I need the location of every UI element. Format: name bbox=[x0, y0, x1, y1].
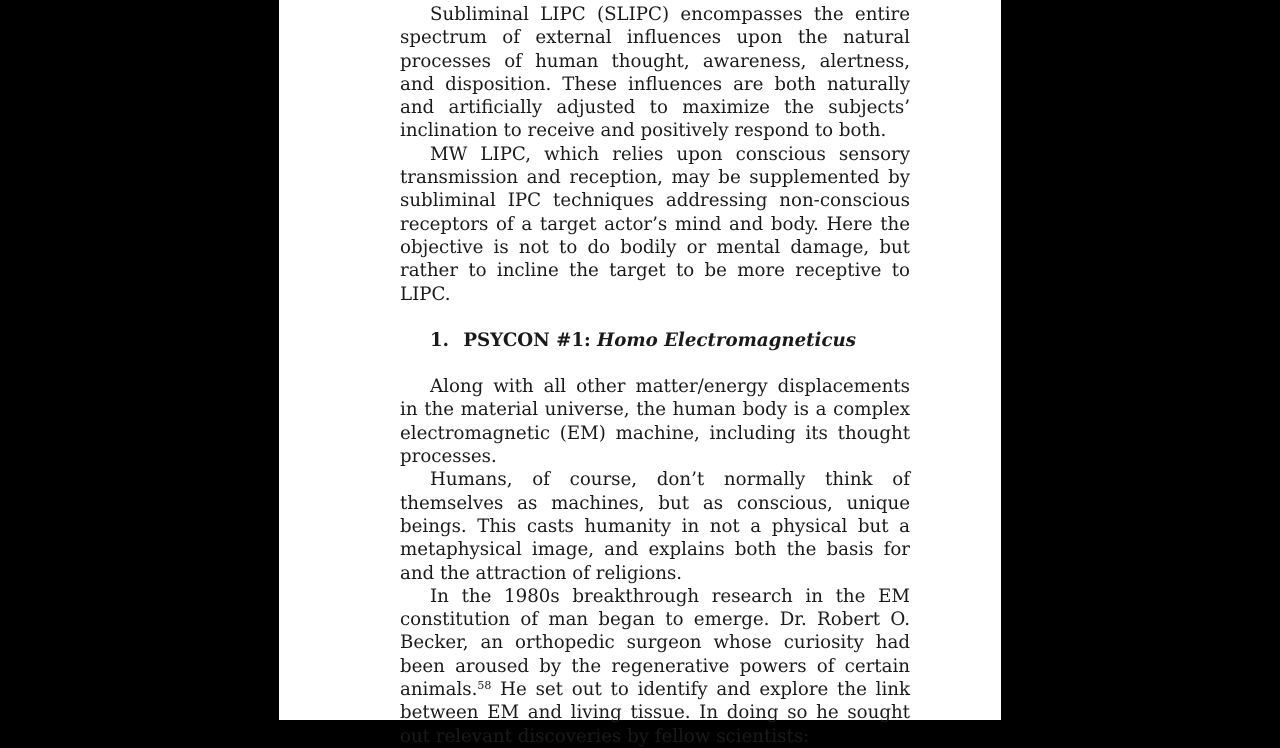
section-heading bbox=[400, 329, 910, 352]
paragraph-humans: Humans, of course, don’t normally think of themselves as machines, but as conscious, unique beings. This casts humanity in not a physical but a metaphysical image, and explains both the basis for and the attraction of religions. bbox=[400, 469, 910, 584]
paragraph-slipc: Subliminal LIPC (SLIPC) encompasses the entire spectrum of external influences upon the natural processes of human thought, awareness, alertness, and disposition. These influences are both naturally and artificially adjusted to maximize the subjects’ inclination to receive and positively respond to both. bbox=[400, 4, 910, 142]
paragraph-mw-lipc: MW LIPC, which relies upon conscious sensory transmission and reception, may be supplemented by subliminal IPC techniques addressing non-conscious receptors of a target actor’s mind and body. Here the objective is not to do bodily or mental damage, but rather to incline the target to be more receptive to LIPC. bbox=[400, 143, 910, 305]
becker-text-part1: In the 1980s breakthrough research in the EM constitution of man began to emerge. Dr. Robert O. Becker, an orthopedic surgeon whose curiosity had been aroused by the regenerative powers of certain animals. bbox=[400, 585, 910, 701]
section-title: Homo Electromagneticus bbox=[597, 329, 856, 351]
becker-text-part2: He set out to identify and explore the link between EM and living tissue. In doing so he sought out relevant discoveries by fellow scientists: bbox=[400, 679, 910, 747]
document-body bbox=[400, 3, 910, 748]
document-page bbox=[279, 0, 1001, 747]
section-number: 1. bbox=[430, 329, 449, 351]
footnote-ref[interactable]: 58 bbox=[477, 679, 492, 693]
paragraph-em-machine: Along with all other matter/energy displacements in the material universe, the human body is a complex electromagnetic (EM) machine, including its thought processes. bbox=[400, 376, 910, 468]
paragraph-becker bbox=[400, 585, 910, 748]
section-label: PSYCON #1: bbox=[463, 329, 591, 351]
